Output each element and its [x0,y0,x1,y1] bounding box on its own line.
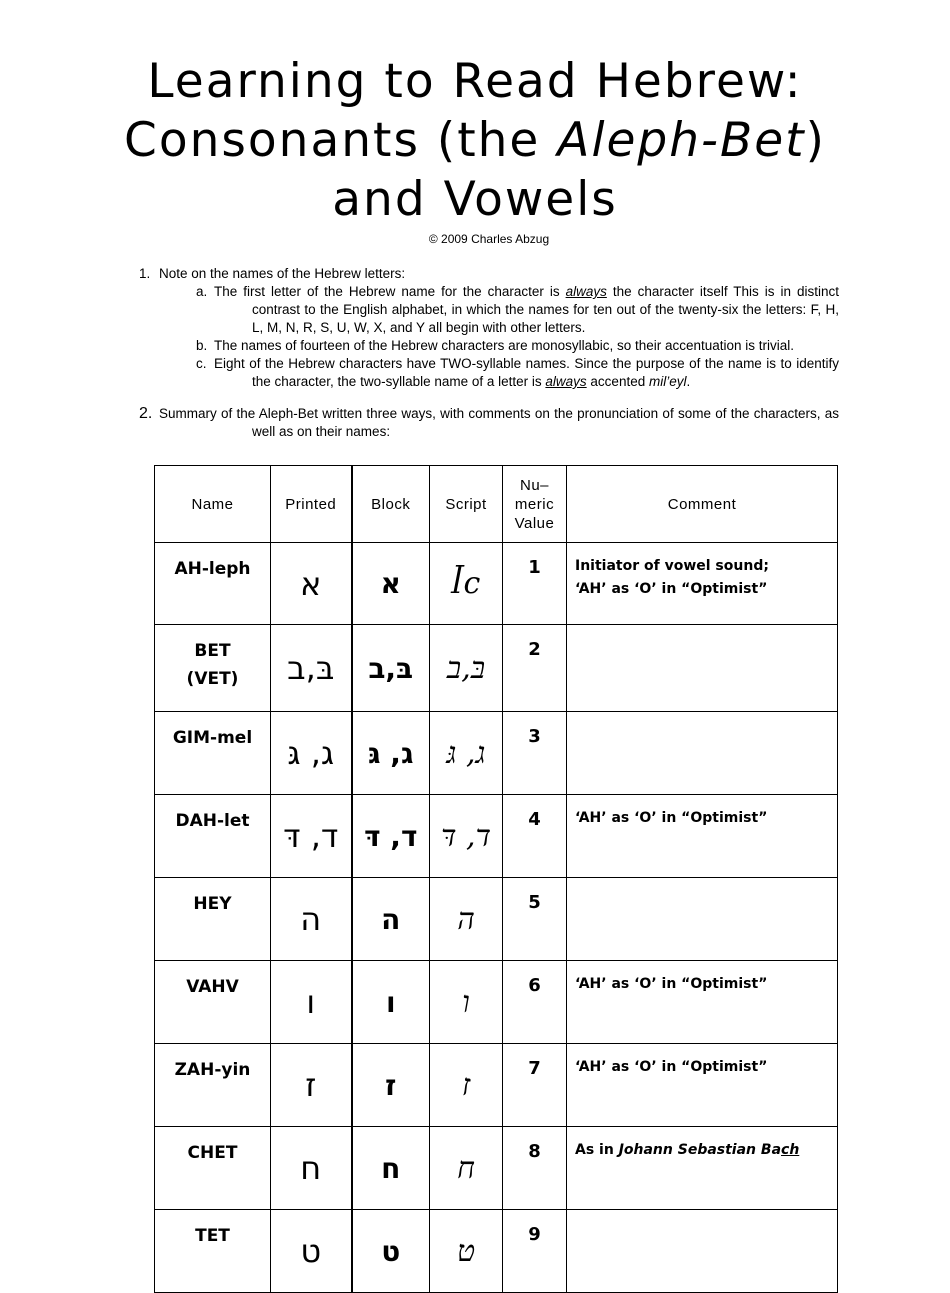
block-glyph: בּ,ב [352,625,430,712]
letter-name-line-1: TET [195,1226,230,1246]
table-row [155,625,838,712]
numeric-value: 4 [503,795,567,878]
section-1-number: 1. [139,266,151,281]
printed-glyph: ה [271,878,352,961]
comment [567,1127,838,1210]
note-item-a-letter: a. [196,284,208,299]
header-block: Block [352,466,430,543]
note-item-c-text-pre: Eight of the Hebrew characters have TWO-syllable names. Since the purpose of the name is to identify the character, the two-syllable name of a letter is [214,356,839,389]
letter-name-line-1: CHET [187,1143,238,1163]
table-row [155,543,838,625]
note-item-b-letter: b. [196,338,208,353]
letter-name [155,625,271,712]
note-item-c-letter: c. [196,356,207,371]
comment-pre: As in [575,1142,619,1158]
section-2-text: Summary of the Aleph-Bet written three ways, with comments on the pronunciation of some of the characters, as well as on their names: [159,406,839,439]
comment [567,878,838,961]
header-numeric-line-3: Value [514,514,555,532]
numeric-value: 3 [503,712,567,795]
printed-glyph: ח [271,1127,352,1210]
printed-glyph: ט [271,1210,352,1293]
comment [567,712,838,795]
script-glyph: ה [430,878,503,961]
title-line-3: and Vowels [332,172,618,227]
script-glyph: ג, גּ [430,712,503,795]
comment [567,795,838,878]
printed-glyph: ד, דּ [271,795,352,878]
script-glyph: ד, דּ [430,795,503,878]
note-item-c-text-mid: accented [586,374,649,389]
header-printed: Printed [271,466,352,543]
comment-line-1: ‘AH’ as ‘O’ in “Optimist” [575,976,768,992]
letter-name [155,961,271,1044]
letter-name-line-1: DAH-let [175,811,250,831]
title-aleph-bet: Aleph-Bet [557,113,806,168]
block-glyph: ג, גּ [352,712,430,795]
table-row [155,878,838,961]
section-1-text: Note on the names of the Hebrew letters: [159,266,406,281]
note-item-c [196,355,839,391]
note-item-b-text: The names of fourteen of the Hebrew characters are monosyllabic, so their accentuation is trivial. [214,338,795,353]
note-item-c-emphasis: always [545,374,587,389]
letter-name [155,795,271,878]
section-2-number: 2. [139,405,153,422]
note-item-c-italic: mil’eyl [648,374,687,389]
letter-name-line-1: HEY [193,894,232,914]
comment-line-1: ‘AH’ as ‘O’ in “Optimist” [575,1059,768,1075]
script-glyph: ח [430,1127,503,1210]
table-row [155,961,838,1044]
comment [567,543,838,625]
comment [567,1044,838,1127]
note-item-a-text-pre: The first letter of the Hebrew name for the character is [214,284,566,299]
table-row [155,712,838,795]
letter-name [155,1210,271,1293]
comment [567,961,838,1044]
note-item-a-text-post: the character itself This is in distinct contrast to the English alphabet, in which the names for ten out of the twenty-six the letters: F, H, L, M, N, R, S, U, W, X, and Y all begin with other letters. [252,284,840,335]
copyright-notice: © 2009 Charles Abzug [428,232,550,246]
block-glyph: ח [352,1127,430,1210]
letter-name-line-1: BET [194,641,231,661]
table-row [155,1044,838,1127]
table-header-row [155,466,838,543]
note-item-b [196,337,839,355]
letter-name-line-1: GIM-mel [172,728,253,748]
letter-name-line-1: AH-leph [174,559,251,579]
section-2-paragraph [139,405,839,441]
title-line-2-pre: Consonants (the [124,113,558,168]
note-item-a-emphasis: always [565,284,607,299]
comment [567,1210,838,1293]
numeric-value: 5 [503,878,567,961]
letter-name [155,712,271,795]
block-glyph: ד, דּ [352,795,430,878]
block-glyph: א [352,543,430,625]
printed-glyph: ו [271,961,352,1044]
letter-name [155,1044,271,1127]
printed-glyph: ג, גּ [271,712,352,795]
header-numeric-line-2: meric [514,495,555,513]
title-line-1: Learning to Read Hebrew: [147,54,803,109]
numeric-value: 9 [503,1210,567,1293]
printed-glyph: ז [271,1044,352,1127]
header-numeric-value [503,466,567,543]
aleph-bet-table [154,465,838,1293]
letter-name-line-1: VAHV [186,977,239,997]
title-line-2-post: ) [805,113,826,168]
comment [567,625,838,712]
letter-name [155,1127,271,1210]
script-glyph: ꟾc [430,543,503,625]
table-row [155,795,838,878]
comment-line-1: ‘AH’ as ‘O’ in “Optimist” [575,810,768,826]
numeric-value: 7 [503,1044,567,1127]
note-item-c-text-post: . [686,374,691,389]
note-item-a [196,283,839,337]
block-glyph: ז [352,1044,430,1127]
printed-glyph: בּ,ב [271,625,352,712]
numeric-value: 6 [503,961,567,1044]
comment-italic: Johann Sebastian Ba [618,1142,782,1158]
printed-glyph: א [271,543,352,625]
section-1-heading [139,265,839,283]
header-numeric-line-1: Nu– [519,476,550,494]
numeric-value: 1 [503,543,567,625]
letter-name-line-1: ZAH-yin [174,1060,251,1080]
letter-name [155,878,271,961]
header-name: Name [155,466,271,543]
header-comment: Comment [567,466,838,543]
script-glyph: ז [430,1044,503,1127]
script-glyph: בּ,ב [430,625,503,712]
block-glyph: ה [352,878,430,961]
table-row [155,1210,838,1293]
table-row [155,1127,838,1210]
script-glyph: ט [430,1210,503,1293]
block-glyph: ט [352,1210,430,1293]
letter-name [155,543,271,625]
header-script: Script [430,466,503,543]
letter-name-line-2: (VET) [186,669,239,689]
comment-underlined: ch [781,1142,800,1158]
comment-line-2: ‘AH’ as ‘O’ in “Optimist” [575,581,768,597]
comment-line-1: Initiator of vowel sound; [575,558,769,574]
block-glyph: ו [352,961,430,1044]
page-title [0,52,950,229]
script-glyph: ו [430,961,503,1044]
numeric-value: 2 [503,625,567,712]
title-line-2 [0,111,950,170]
notes-section [139,265,839,441]
numeric-value: 8 [503,1127,567,1210]
